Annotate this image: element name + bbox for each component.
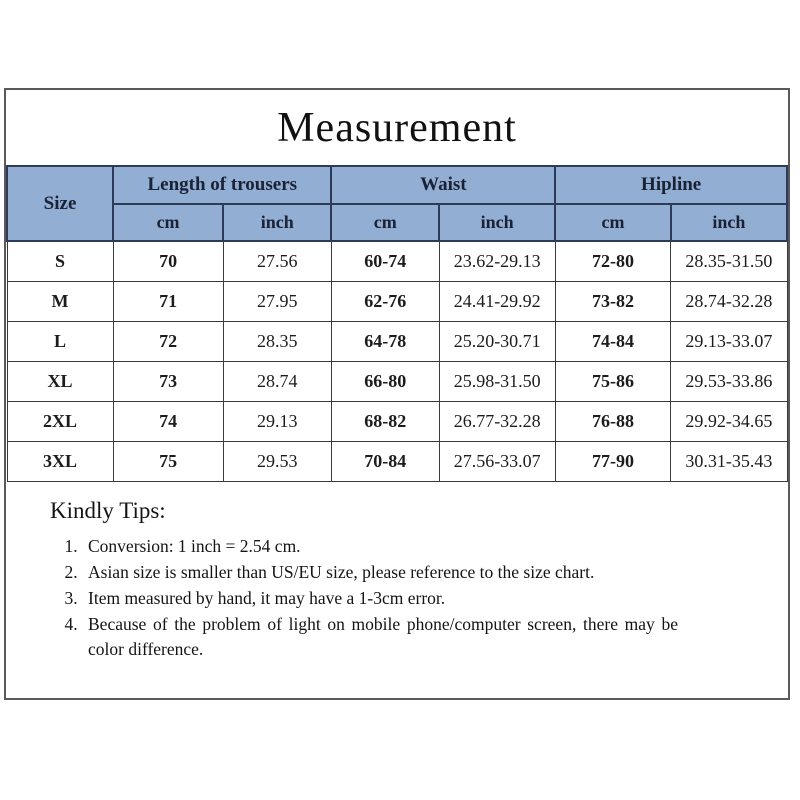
cell-hipline-inch: 29.53-33.86 — [671, 361, 787, 401]
cell-length-cm: 70 — [113, 241, 223, 281]
cell-length-inch: 28.35 — [223, 321, 331, 361]
cell-size: L — [7, 321, 113, 361]
column-header-length: Length of trousers — [113, 166, 331, 204]
table-header — [7, 166, 787, 241]
cell-waist-cm: 64-78 — [331, 321, 439, 361]
cell-length-cm: 75 — [113, 441, 223, 481]
cell-waist-inch: 27.56-33.07 — [439, 441, 555, 481]
title-row — [6, 90, 788, 165]
cell-hipline-inch: 30.31-35.43 — [671, 441, 787, 481]
unit-header-length-inch: inch — [223, 204, 331, 241]
table-row — [7, 361, 787, 401]
cell-length-cm: 72 — [113, 321, 223, 361]
cell-length-inch: 27.56 — [223, 241, 331, 281]
size-chart-panel — [4, 88, 790, 700]
cell-waist-inch: 24.41-29.92 — [439, 281, 555, 321]
tips-list — [50, 534, 678, 662]
tip-item: 1. Conversion: 1 inch = 2.54 cm. — [82, 534, 678, 559]
unit-header-hipline-cm: cm — [555, 204, 670, 241]
cell-hipline-inch: 28.35-31.50 — [671, 241, 787, 281]
group-header-row — [7, 166, 787, 204]
cell-hipline-cm: 72-80 — [555, 241, 670, 281]
cell-size: M — [7, 281, 113, 321]
cell-size: 3XL — [7, 441, 113, 481]
table-row — [7, 281, 787, 321]
cell-length-inch: 27.95 — [223, 281, 331, 321]
kindly-tips-section — [6, 482, 788, 662]
cell-hipline-cm: 73-82 — [555, 281, 670, 321]
column-header-hipline: Hipline — [555, 166, 787, 204]
unit-header-row — [7, 204, 787, 241]
cell-waist-inch: 25.20-30.71 — [439, 321, 555, 361]
cell-hipline-inch: 29.92-34.65 — [671, 401, 787, 441]
cell-hipline-cm: 74-84 — [555, 321, 670, 361]
cell-length-cm: 73 — [113, 361, 223, 401]
measurement-table — [6, 165, 788, 482]
cell-waist-inch: 23.62-29.13 — [439, 241, 555, 281]
cell-length-inch: 28.74 — [223, 361, 331, 401]
cell-waist-cm: 62-76 — [331, 281, 439, 321]
column-header-waist: Waist — [331, 166, 555, 204]
cell-length-inch: 29.13 — [223, 401, 331, 441]
tip-item: 2. Asian size is smaller than US/EU size, please reference to the size chart. — [82, 560, 678, 585]
cell-size: XL — [7, 361, 113, 401]
cell-hipline-cm: 75-86 — [555, 361, 670, 401]
cell-size: S — [7, 241, 113, 281]
cell-length-inch: 29.53 — [223, 441, 331, 481]
page-title: Measurement — [277, 104, 517, 151]
cell-length-cm: 74 — [113, 401, 223, 441]
cell-hipline-cm: 76-88 — [555, 401, 670, 441]
table-body — [7, 241, 787, 481]
tips-heading: Kindly Tips: — [50, 497, 166, 523]
table-row — [7, 441, 787, 481]
unit-header-hipline-inch: inch — [671, 204, 787, 241]
cell-waist-cm: 70-84 — [331, 441, 439, 481]
cell-size: 2XL — [7, 401, 113, 441]
table-row — [7, 401, 787, 441]
cell-waist-cm: 68-82 — [331, 401, 439, 441]
cell-waist-inch: 26.77-32.28 — [439, 401, 555, 441]
unit-header-length-cm: cm — [113, 204, 223, 241]
tip-item: 4. Because of the problem of light on mobile phone/computer screen, there may be color difference. — [82, 612, 678, 662]
cell-hipline-inch: 29.13-33.07 — [671, 321, 787, 361]
table-row — [7, 241, 787, 281]
table-row — [7, 321, 787, 361]
unit-header-waist-cm: cm — [331, 204, 439, 241]
unit-header-waist-inch: inch — [439, 204, 555, 241]
column-header-size: Size — [7, 166, 113, 241]
cell-waist-inch: 25.98-31.50 — [439, 361, 555, 401]
tip-item: 3. Item measured by hand, it may have a 1-3cm error. — [82, 586, 678, 611]
cell-hipline-cm: 77-90 — [555, 441, 670, 481]
cell-waist-cm: 60-74 — [331, 241, 439, 281]
cell-length-cm: 71 — [113, 281, 223, 321]
cell-waist-cm: 66-80 — [331, 361, 439, 401]
cell-hipline-inch: 28.74-32.28 — [671, 281, 787, 321]
